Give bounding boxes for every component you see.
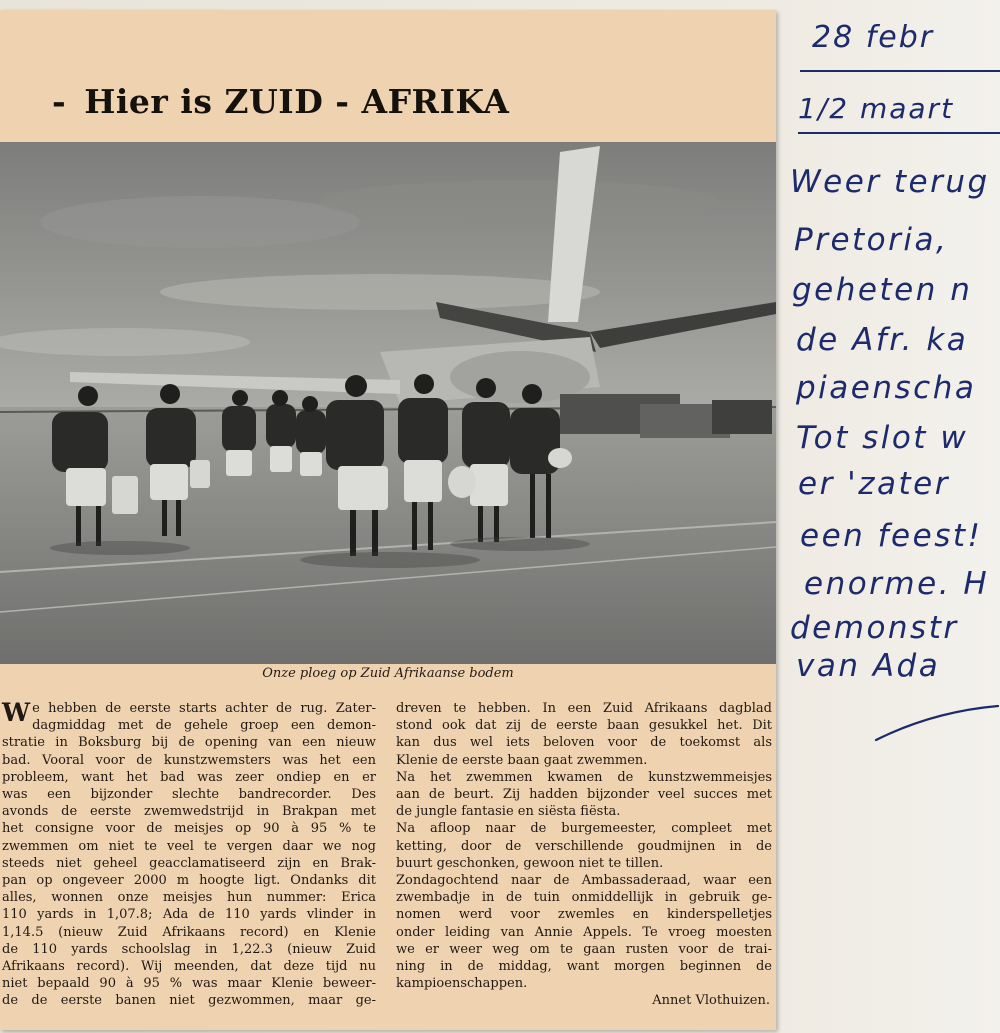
handwritten-line: Weer terug	[790, 164, 990, 200]
handwritten-line: de Afr. ka	[796, 322, 969, 358]
byline: Annet Vlothuizen.	[652, 993, 770, 1009]
article-line: 110 yards in 1,07.8; Ada de 110 yards vlinder in	[2, 907, 376, 923]
handwritten-line: van Ada	[796, 648, 941, 684]
article-column-right	[396, 700, 772, 1010]
handwritten-underline	[800, 70, 1000, 72]
article-line: dreven te hebben. In een Zuid Afrikaans dagblad	[396, 701, 772, 716]
article-line: probleem, want het bad was zeer ondiep en er	[2, 769, 376, 785]
headline-dash: -	[52, 82, 67, 121]
article-line: pan op ongeveer 2000 m hoogte ligt. Ondanks dit	[2, 873, 376, 889]
newspaper-clipping	[0, 10, 776, 1030]
article-line: ketting, door de verschillende goudmijnen in de	[396, 838, 772, 854]
article-line: avonds de eerste zwemwedstrijd in Brakpan met	[2, 804, 376, 820]
article-line: stond ook dat zij de eerste baan gesukkel het. Dit	[396, 718, 772, 734]
article-line: kan dus wel iets beloven voor de toekomst als	[396, 735, 772, 751]
article-line: zwembadje in de tuin onmiddellijk in gebruik ge-	[396, 890, 772, 906]
team-photo	[0, 142, 776, 664]
article-line: was een bijzonder slechte bandrecorder. Des	[2, 787, 376, 803]
handwritten-line: Pretoria,	[794, 222, 949, 258]
article-line: onder leiding van Annie Appels. Te vroeg moesten	[396, 924, 772, 940]
article-line: alles, wonnen onze meisjes hun nummer: Erica	[2, 890, 376, 906]
article-line: de 110 yards schoolslag in 1,22.3 (nieuw Zuid	[2, 941, 376, 957]
article-line: Na afloop naar de burgemeester, compleet met	[396, 821, 772, 837]
handwritten-underline	[798, 132, 1000, 134]
article-line: Na het zwemmen kwamen de kunstzwemmeisjes	[396, 769, 772, 785]
photo-caption: Onze ploeg op Zuid Afrikaanse bodem	[262, 666, 514, 681]
article-line: nomen werd voor zwemles en kinderspelletjes	[396, 907, 772, 923]
article-line: de de eerste banen niet gezwommen, maar ge-	[2, 993, 376, 1009]
article-line: dagmiddag met de gehele groep een demon-	[32, 718, 376, 734]
article-line: het consigne voor de meisjes op 90 à 95 % te	[2, 821, 376, 837]
handwritten-line: er 'zater	[798, 466, 950, 502]
handwritten-line: Tot slot w	[796, 420, 969, 456]
article-line: ning in de middag, want morgen beginnen de	[396, 959, 772, 975]
article-line: aan de beurt. Zij hadden bijzonder veel succes met	[396, 787, 772, 803]
headline-text: Hier is ZUID - AFRIKA	[84, 82, 510, 121]
article-column-left	[2, 700, 376, 1010]
article-line: we er weer weg om te gaan rusten voor de trai-	[396, 941, 772, 957]
article-line: niet bepaald 90 à 95 % was maar Klenie beweer-	[2, 976, 376, 992]
article-line: steeds niet geheel geacclamatiseerd zijn en Brak-	[2, 855, 376, 871]
article-line: de jungle fantasie en siësta fiësta.	[396, 804, 621, 820]
handwritten-line: geheten n	[792, 272, 973, 308]
article-line: 1,14.5 (nieuw Zuid Afrikaans record) en Klenie	[2, 924, 376, 940]
article-line: zwemmen om niet te veel te vergen daar we nog	[2, 838, 376, 854]
article-line: Afrikaans record). Wij meenden, dat deze tijd nu	[2, 959, 376, 975]
article-line: e hebben de eerste starts achter de rug. Zater-	[32, 701, 376, 716]
handwritten-date-1: 28 febr	[812, 20, 935, 55]
headline	[52, 82, 509, 121]
article-line: stratie in Boksburg bij de opening van een nieuw	[2, 735, 376, 751]
article-line: Zondagochtend naar de Ambassaderaad, waar een	[396, 873, 772, 889]
article-line: bad. Vooral voor de kunstzwemsters was het een	[2, 752, 376, 768]
handwritten-date-2: 1/2 maart	[798, 92, 955, 125]
handwritten-flourish	[872, 700, 1000, 746]
handwritten-line: een feest!	[800, 518, 983, 554]
handwritten-line: piaenscha	[796, 370, 977, 406]
drop-cap: W	[2, 698, 31, 727]
handwritten-line: enorme. H	[804, 566, 990, 602]
article-line: Klenie de eerste baan gaat zwemmen.	[396, 752, 648, 768]
article-line: buurt geschonken, gewoon niet te tillen.	[396, 855, 664, 871]
article-line: kampioenschappen.	[396, 976, 528, 992]
handwritten-line: demonstr	[790, 610, 959, 646]
